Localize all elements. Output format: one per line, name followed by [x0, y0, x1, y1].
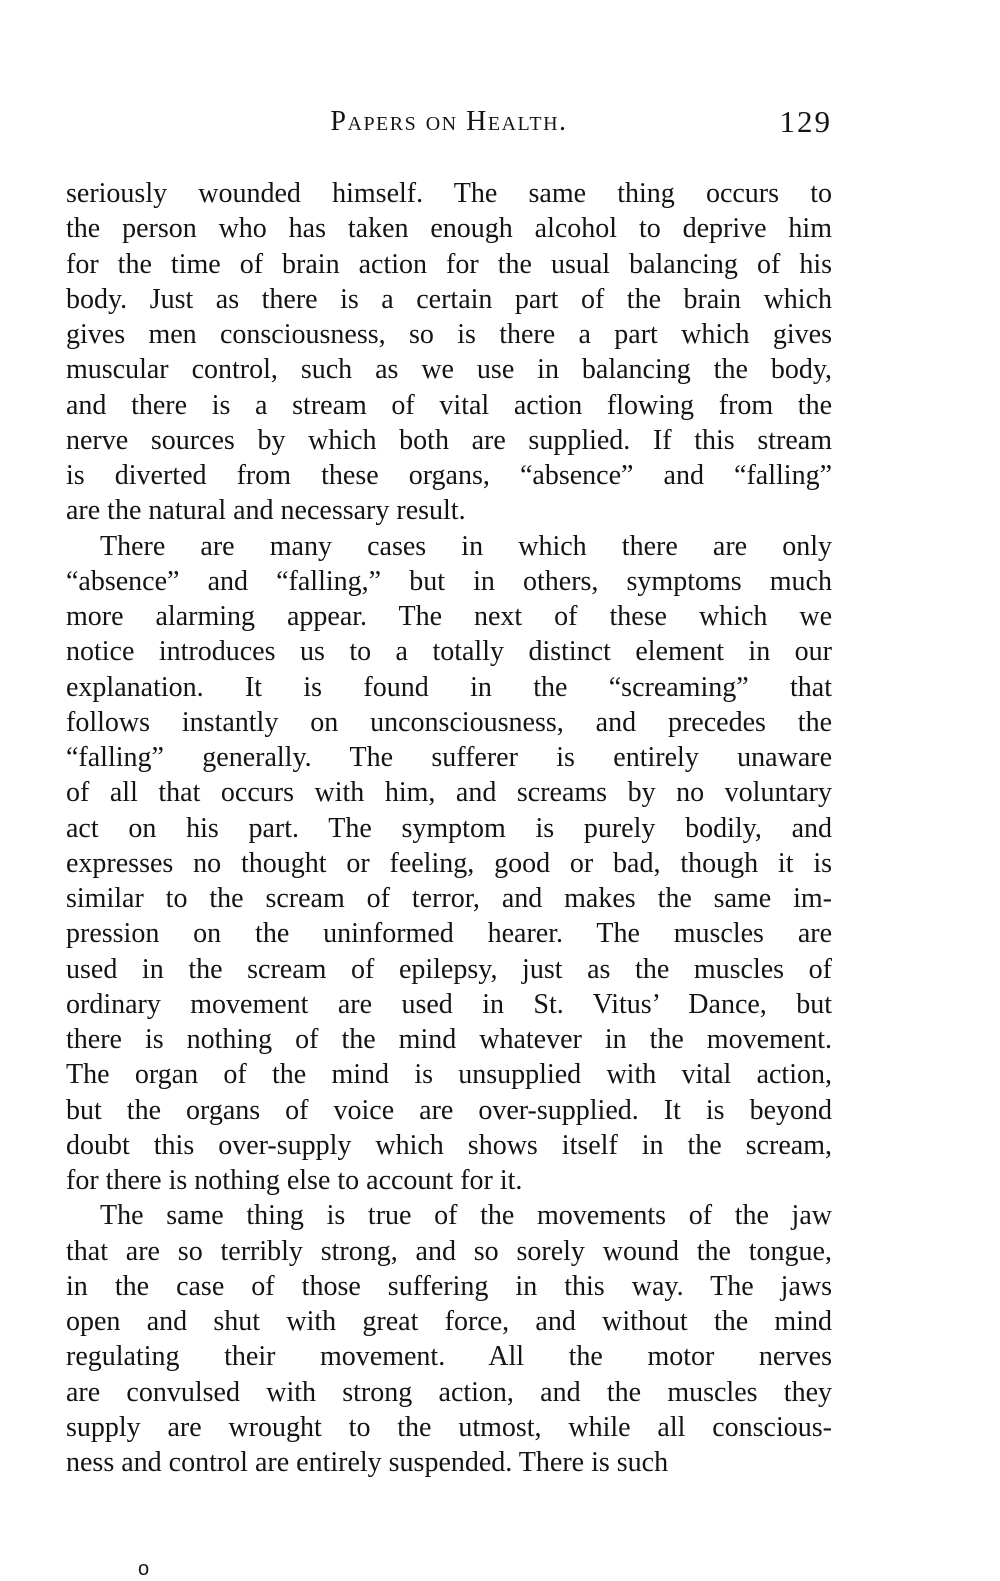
text-line: follows instantly on unconsciousness, and precedes the — [66, 706, 832, 738]
paragraph — [66, 176, 832, 529]
text-line: but the organs of voice are over-supplied. It is beyond — [66, 1094, 832, 1126]
text-line: regulating their movement. All the motor nerves — [66, 1341, 832, 1373]
text-line: “absence” and “falling,” but in others, symptoms much — [66, 565, 832, 597]
text-line: supply are wrought to the utmost, while all conscious- — [66, 1411, 832, 1443]
text-line: of all that occurs with him, and screams by no voluntary — [66, 777, 832, 809]
running-title: Papers on Health. — [330, 106, 568, 137]
text-line: are the natural and necessary result. — [66, 495, 466, 527]
page-number: 129 — [779, 104, 832, 139]
text-line: “falling” generally. The sufferer is entirely unaware — [66, 742, 832, 773]
text-line: there is nothing of the mind whatever in the movement. — [66, 1024, 832, 1055]
text-line: seriously wounded himself. The same thing occurs to — [66, 178, 832, 209]
text-line: The organ of the mind is unsupplied with vital action, — [66, 1059, 832, 1091]
text-line: body. Just as there is a certain part of the brain which — [66, 283, 832, 315]
text-line: expresses no thought or feeling, good or bad, though it is — [66, 847, 832, 879]
text-line: the person who has taken enough alcohol to deprive him — [66, 213, 832, 245]
text-line: for there is nothing else to account for it. — [66, 1165, 523, 1196]
text-line: nerve sources by which both are supplied. If this stream — [66, 424, 832, 456]
paragraph — [66, 1198, 832, 1480]
text-line: doubt this over-supply which shows itself in the scream, — [66, 1129, 832, 1161]
text-line: in the case of those suffering in this way. The jaws — [66, 1270, 832, 1302]
text-line: The same thing is true of the movements of the jaw — [100, 1200, 832, 1232]
text-line: muscular control, such as we use in balancing the body, — [66, 354, 832, 386]
signature-mark: o — [138, 1558, 150, 1580]
page-header — [66, 102, 832, 142]
text-line: that are so terribly strong, and so sorely wound the tongue, — [66, 1235, 832, 1267]
paragraph — [66, 529, 832, 1199]
text-line: There are many cases in which there are only — [100, 530, 832, 562]
text-line: explanation. It is found in the “screaming” that — [66, 671, 832, 703]
text-line: is diverted from these organs, “absence” and “falling” — [66, 460, 832, 491]
text-line: are convulsed with strong action, and the muscles they — [66, 1376, 832, 1408]
text-line: ness and control are entirely suspended. There is such — [66, 1447, 669, 1478]
text-line: open and shut with great force, and without the mind — [66, 1306, 832, 1337]
text-line: more alarming appear. The next of these which we — [66, 601, 832, 632]
text-line: notice introduces us to a totally distinct element in our — [66, 636, 832, 668]
body-text — [66, 176, 832, 1480]
text-line: ordinary movement are used in St. Vitus’ Dance, but — [66, 988, 832, 1020]
text-line: act on his part. The symptom is purely bodily, and — [66, 812, 832, 844]
text-line: used in the scream of epilepsy, just as the muscles of — [66, 953, 832, 985]
text-line: for the time of brain action for the usual balancing of his — [66, 248, 832, 280]
text-line: and there is a stream of vital action flowing from the — [66, 389, 832, 421]
text-line: pression on the uninformed hearer. The muscles are — [66, 918, 832, 950]
text-line: similar to the scream of terror, and makes the same im- — [66, 883, 832, 914]
text-line: gives men consciousness, so is there a part which gives — [66, 319, 832, 350]
